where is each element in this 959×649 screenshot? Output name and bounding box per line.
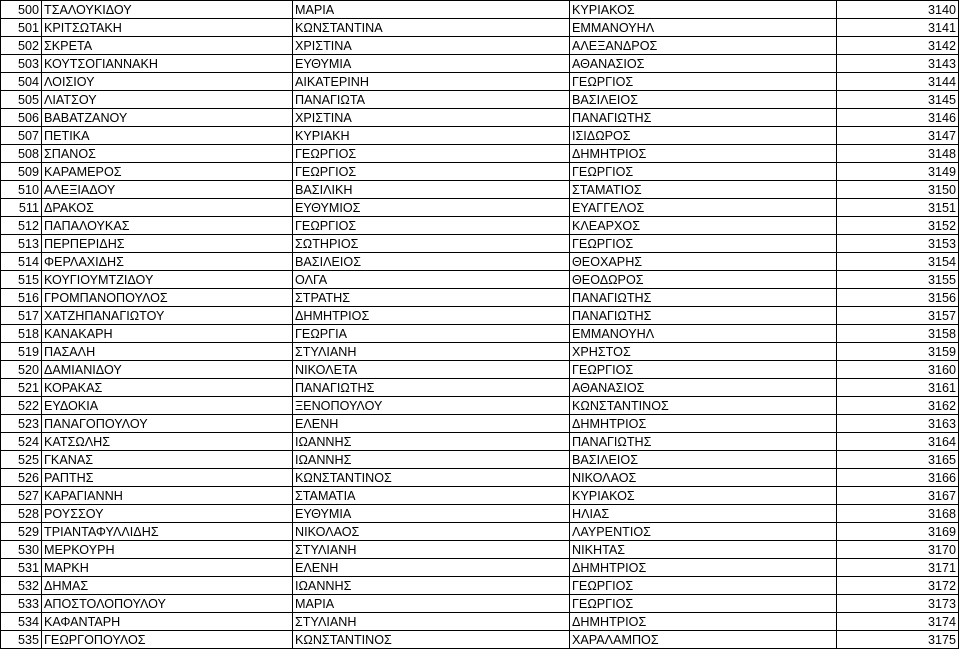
row-number-cell: 526 xyxy=(1,469,42,487)
code-cell: 3154 xyxy=(837,253,959,271)
row-number-cell: 534 xyxy=(1,613,42,631)
surname-cell: ΡΟΥΣΣΟΥ xyxy=(42,505,293,523)
surname-cell: ΠΑΝΑΓΟΠΟΥΛΟΥ xyxy=(42,415,293,433)
table-row xyxy=(1,307,959,325)
father-name-cell: ΚΥΡΙΑΚΟΣ xyxy=(570,487,837,505)
code-cell: 3157 xyxy=(837,307,959,325)
first-name-cell: ΕΛΕΝΗ xyxy=(293,415,570,433)
row-number-cell: 533 xyxy=(1,595,42,613)
code-cell: 3165 xyxy=(837,451,959,469)
surname-cell: ΠΕΤΙΚΑ xyxy=(42,127,293,145)
first-name-cell: ΧΡΙΣΤΙΝΑ xyxy=(293,109,570,127)
surname-cell: ΦΕΡΛΑΧΙΔΗΣ xyxy=(42,253,293,271)
surname-cell: ΒΑΒΑΤΖΑΝΟΥ xyxy=(42,109,293,127)
surname-cell: ΛΟΙΣΙΟΥ xyxy=(42,73,293,91)
code-cell: 3170 xyxy=(837,541,959,559)
first-name-cell: ΕΥΘΥΜΙΑ xyxy=(293,505,570,523)
table-row xyxy=(1,613,959,631)
table-row xyxy=(1,181,959,199)
father-name-cell: ΑΘΑΝΑΣΙΟΣ xyxy=(570,379,837,397)
surname-cell: ΔΗΜΑΣ xyxy=(42,577,293,595)
father-name-cell: ΣΤΑΜΑΤΙΟΣ xyxy=(570,181,837,199)
father-name-cell: ΓΕΩΡΓΙΟΣ xyxy=(570,73,837,91)
table-row xyxy=(1,253,959,271)
table-row xyxy=(1,55,959,73)
table-body xyxy=(1,1,959,649)
table-row xyxy=(1,163,959,181)
row-number-cell: 531 xyxy=(1,559,42,577)
row-number-cell: 516 xyxy=(1,289,42,307)
father-name-cell: ΓΕΩΡΓΙΟΣ xyxy=(570,361,837,379)
code-cell: 3162 xyxy=(837,397,959,415)
first-name-cell: ΚΩΝΣΤΑΝΤΙΝΟΣ xyxy=(293,469,570,487)
first-name-cell: ΑΙΚΑΤΕΡΙΝΗ xyxy=(293,73,570,91)
first-name-cell: ΓΕΩΡΓΙΟΣ xyxy=(293,163,570,181)
surname-cell: ΓΚΑΝΑΣ xyxy=(42,451,293,469)
father-name-cell: ΑΛΕΞΑΝΔΡΟΣ xyxy=(570,37,837,55)
code-cell: 3173 xyxy=(837,595,959,613)
first-name-cell: ΓΕΩΡΓΙΑ xyxy=(293,325,570,343)
row-number-cell: 528 xyxy=(1,505,42,523)
row-number-cell: 523 xyxy=(1,415,42,433)
surname-cell: ΚΟΥΤΣΟΓΙΑΝΝΑΚΗ xyxy=(42,55,293,73)
code-cell: 3168 xyxy=(837,505,959,523)
table-row xyxy=(1,91,959,109)
row-number-cell: 503 xyxy=(1,55,42,73)
code-cell: 3144 xyxy=(837,73,959,91)
code-cell: 3149 xyxy=(837,163,959,181)
father-name-cell: ΚΩΝΣΤΑΝΤΙΝΟΣ xyxy=(570,397,837,415)
first-name-cell: ΒΑΣΙΛΕΙΟΣ xyxy=(293,253,570,271)
code-cell: 3151 xyxy=(837,199,959,217)
table-row xyxy=(1,217,959,235)
father-name-cell: ΝΙΚΗΤΑΣ xyxy=(570,541,837,559)
surname-cell: ΚΑΡΑΓΙΑΝΝΗ xyxy=(42,487,293,505)
father-name-cell: ΓΕΩΡΓΙΟΣ xyxy=(570,595,837,613)
surname-cell: ΕΥΔΟΚΙΑ xyxy=(42,397,293,415)
code-cell: 3140 xyxy=(837,1,959,19)
table-row xyxy=(1,379,959,397)
first-name-cell: ΣΤΥΛΙΑΝΗ xyxy=(293,343,570,361)
first-name-cell: ΚΥΡΙΑΚΗ xyxy=(293,127,570,145)
first-name-cell: ΜΑΡΙΑ xyxy=(293,595,570,613)
first-name-cell: ΣΤΥΛΙΑΝΗ xyxy=(293,541,570,559)
table-row xyxy=(1,523,959,541)
code-cell: 3145 xyxy=(837,91,959,109)
first-name-cell: ΒΑΣΙΛΙΚΗ xyxy=(293,181,570,199)
first-name-cell: ΣΤΥΛΙΑΝΗ xyxy=(293,613,570,631)
father-name-cell: ΓΕΩΡΓΙΟΣ xyxy=(570,577,837,595)
first-name-cell: ΔΗΜΗΤΡΙΟΣ xyxy=(293,307,570,325)
father-name-cell: ΕΜΜΑΝΟΥΗΛ xyxy=(570,325,837,343)
table-row xyxy=(1,1,959,19)
row-number-cell: 519 xyxy=(1,343,42,361)
first-name-cell: ΕΥΘΥΜΙΑ xyxy=(293,55,570,73)
first-name-cell: ΕΥΘΥΜΙΟΣ xyxy=(293,199,570,217)
row-number-cell: 508 xyxy=(1,145,42,163)
first-name-cell: ΓΕΩΡΓΙΟΣ xyxy=(293,145,570,163)
first-name-cell: ΧΡΙΣΤΙΝΑ xyxy=(293,37,570,55)
table-row xyxy=(1,271,959,289)
row-number-cell: 510 xyxy=(1,181,42,199)
father-name-cell: ΔΗΜΗΤΡΙΟΣ xyxy=(570,415,837,433)
father-name-cell: ΧΑΡΑΛΑΜΠΟΣ xyxy=(570,631,837,649)
first-name-cell: ΕΛΕΝΗ xyxy=(293,559,570,577)
table-row xyxy=(1,469,959,487)
table-row xyxy=(1,73,959,91)
father-name-cell: ΛΑΥΡΕΝΤΙΟΣ xyxy=(570,523,837,541)
surname-cell: ΛΙΑΤΣΟΥ xyxy=(42,91,293,109)
surname-cell: ΠΑΠΑΛΟΥΚΑΣ xyxy=(42,217,293,235)
surname-cell: ΑΠΟΣΤΟΛΟΠΟΥΛΟΥ xyxy=(42,595,293,613)
father-name-cell: ΗΛΙΑΣ xyxy=(570,505,837,523)
first-name-cell: ΟΛΓΑ xyxy=(293,271,570,289)
father-name-cell: ΕΜΜΑΝΟΥΗΛ xyxy=(570,19,837,37)
father-name-cell: ΔΗΜΗΤΡΙΟΣ xyxy=(570,613,837,631)
first-name-cell: ΜΑΡΙΑ xyxy=(293,1,570,19)
row-number-cell: 513 xyxy=(1,235,42,253)
code-cell: 3160 xyxy=(837,361,959,379)
father-name-cell: ΒΑΣΙΛΕΙΟΣ xyxy=(570,451,837,469)
table-row xyxy=(1,595,959,613)
father-name-cell: ΘΕΟΧΑΡΗΣ xyxy=(570,253,837,271)
father-name-cell: ΚΥΡΙΑΚΟΣ xyxy=(570,1,837,19)
code-cell: 3166 xyxy=(837,469,959,487)
row-number-cell: 512 xyxy=(1,217,42,235)
row-number-cell: 506 xyxy=(1,109,42,127)
first-name-cell: ΠΑΝΑΓΙΩΤΑ xyxy=(293,91,570,109)
code-cell: 3158 xyxy=(837,325,959,343)
table-row xyxy=(1,343,959,361)
surname-cell: ΣΚΡΕΤΑ xyxy=(42,37,293,55)
surname-cell: ΚΑΦΑΝΤΑΡΗ xyxy=(42,613,293,631)
code-cell: 3167 xyxy=(837,487,959,505)
code-cell: 3169 xyxy=(837,523,959,541)
code-cell: 3159 xyxy=(837,343,959,361)
surname-cell: ΤΡΙΑΝΤΑΦΥΛΛΙΔΗΣ xyxy=(42,523,293,541)
father-name-cell: ΧΡΗΣΤΟΣ xyxy=(570,343,837,361)
row-number-cell: 520 xyxy=(1,361,42,379)
row-number-cell: 532 xyxy=(1,577,42,595)
table-row xyxy=(1,145,959,163)
row-number-cell: 502 xyxy=(1,37,42,55)
table-row xyxy=(1,127,959,145)
father-name-cell: ΠΑΝΑΓΙΩΤΗΣ xyxy=(570,307,837,325)
table-row xyxy=(1,631,959,649)
code-cell: 3141 xyxy=(837,19,959,37)
father-name-cell: ΚΛΕΑΡΧΟΣ xyxy=(570,217,837,235)
surname-cell: ΡΑΠΤΗΣ xyxy=(42,469,293,487)
row-number-cell: 530 xyxy=(1,541,42,559)
row-number-cell: 525 xyxy=(1,451,42,469)
first-name-cell: ΣΩΤΗΡΙΟΣ xyxy=(293,235,570,253)
table-row xyxy=(1,361,959,379)
code-cell: 3150 xyxy=(837,181,959,199)
row-number-cell: 535 xyxy=(1,631,42,649)
table-row xyxy=(1,325,959,343)
code-cell: 3142 xyxy=(837,37,959,55)
surname-cell: ΚΑΝΑΚΑΡΗ xyxy=(42,325,293,343)
row-number-cell: 504 xyxy=(1,73,42,91)
table-row xyxy=(1,505,959,523)
row-number-cell: 518 xyxy=(1,325,42,343)
row-number-cell: 527 xyxy=(1,487,42,505)
surname-cell: ΚΟΡΑΚΑΣ xyxy=(42,379,293,397)
father-name-cell: ΠΑΝΑΓΙΩΤΗΣ xyxy=(570,109,837,127)
table-row xyxy=(1,235,959,253)
first-name-cell: ΝΙΚΟΛΑΟΣ xyxy=(293,523,570,541)
first-name-cell: ΠΑΝΑΓΙΩΤΗΣ xyxy=(293,379,570,397)
surname-cell: ΠΕΡΠΕΡΙΔΗΣ xyxy=(42,235,293,253)
father-name-cell: ΝΙΚΟΛΑΟΣ xyxy=(570,469,837,487)
table-row xyxy=(1,19,959,37)
father-name-cell: ΔΗΜΗΤΡΙΟΣ xyxy=(570,559,837,577)
father-name-cell: ΙΣΙΔΩΡΟΣ xyxy=(570,127,837,145)
table-row xyxy=(1,415,959,433)
row-number-cell: 507 xyxy=(1,127,42,145)
table-row xyxy=(1,577,959,595)
table-row xyxy=(1,289,959,307)
surname-cell: ΔΑΜΙΑΝΙΔΟΥ xyxy=(42,361,293,379)
table-row xyxy=(1,199,959,217)
surname-cell: ΓΕΩΡΓΟΠΟΥΛΟΣ xyxy=(42,631,293,649)
table-row xyxy=(1,109,959,127)
first-name-cell: ΣΤΑΜΑΤΙΑ xyxy=(293,487,570,505)
row-number-cell: 514 xyxy=(1,253,42,271)
surname-cell: ΚΑΡΑΜΕΡΟΣ xyxy=(42,163,293,181)
code-cell: 3174 xyxy=(837,613,959,631)
surname-cell: ΜΕΡΚΟΥΡΗ xyxy=(42,541,293,559)
code-cell: 3146 xyxy=(837,109,959,127)
surname-cell: ΔΡΑΚΟΣ xyxy=(42,199,293,217)
father-name-cell: ΑΘΑΝΑΣΙΟΣ xyxy=(570,55,837,73)
father-name-cell: ΔΗΜΗΤΡΙΟΣ xyxy=(570,145,837,163)
code-cell: 3143 xyxy=(837,55,959,73)
code-cell: 3164 xyxy=(837,433,959,451)
table-row xyxy=(1,433,959,451)
surname-cell: ΑΛΕΞΙΑΔΟΥ xyxy=(42,181,293,199)
first-name-cell: ΝΙΚΟΛΕΤΑ xyxy=(293,361,570,379)
surname-cell: ΣΠΑΝΟΣ xyxy=(42,145,293,163)
row-number-cell: 515 xyxy=(1,271,42,289)
first-name-cell: ΓΕΩΡΓΙΟΣ xyxy=(293,217,570,235)
first-name-cell: ΚΩΝΣΤΑΝΤΙΝΑ xyxy=(293,19,570,37)
table-row xyxy=(1,37,959,55)
code-cell: 3155 xyxy=(837,271,959,289)
row-number-cell: 511 xyxy=(1,199,42,217)
first-name-cell: ΙΩΑΝΝΗΣ xyxy=(293,433,570,451)
father-name-cell: ΒΑΣΙΛΕΙΟΣ xyxy=(570,91,837,109)
code-cell: 3156 xyxy=(837,289,959,307)
row-number-cell: 509 xyxy=(1,163,42,181)
table-row xyxy=(1,487,959,505)
first-name-cell: ΙΩΑΝΝΗΣ xyxy=(293,577,570,595)
row-number-cell: 529 xyxy=(1,523,42,541)
code-cell: 3148 xyxy=(837,145,959,163)
surname-cell: ΤΣΑΛΟΥΚΙΔΟΥ xyxy=(42,1,293,19)
first-name-cell: ΙΩΑΝΝΗΣ xyxy=(293,451,570,469)
father-name-cell: ΠΑΝΑΓΙΩΤΗΣ xyxy=(570,289,837,307)
father-name-cell: ΓΕΩΡΓΙΟΣ xyxy=(570,235,837,253)
father-name-cell: ΠΑΝΑΓΙΩΤΗΣ xyxy=(570,433,837,451)
code-cell: 3172 xyxy=(837,577,959,595)
code-cell: 3147 xyxy=(837,127,959,145)
father-name-cell: ΘΕΟΔΩΡΟΣ xyxy=(570,271,837,289)
row-number-cell: 501 xyxy=(1,19,42,37)
code-cell: 3171 xyxy=(837,559,959,577)
row-number-cell: 500 xyxy=(1,1,42,19)
surname-cell: ΚΟΥΓΙΟΥΜΤΖΙΔΟΥ xyxy=(42,271,293,289)
father-name-cell: ΕΥΑΓΓΕΛΟΣ xyxy=(570,199,837,217)
code-cell: 3153 xyxy=(837,235,959,253)
father-name-cell: ΓΕΩΡΓΙΟΣ xyxy=(570,163,837,181)
code-cell: 3175 xyxy=(837,631,959,649)
surname-cell: ΓΡΟΜΠΑΝΟΠΟΥΛΟΣ xyxy=(42,289,293,307)
code-cell: 3163 xyxy=(837,415,959,433)
surname-cell: ΚΡΙΤΣΩΤΑΚΗ xyxy=(42,19,293,37)
first-name-cell: ΚΩΝΣΤΑΝΤΙΝΟΣ xyxy=(293,631,570,649)
table-row xyxy=(1,559,959,577)
row-number-cell: 521 xyxy=(1,379,42,397)
surname-cell: ΧΑΤΖΗΠΑΝΑΓΙΩΤΟΥ xyxy=(42,307,293,325)
table-row xyxy=(1,397,959,415)
code-cell: 3152 xyxy=(837,217,959,235)
first-name-cell: ΣΤΡΑΤΗΣ xyxy=(293,289,570,307)
row-number-cell: 505 xyxy=(1,91,42,109)
code-cell: 3161 xyxy=(837,379,959,397)
surname-cell: ΠΑΣΑΛΗ xyxy=(42,343,293,361)
row-number-cell: 522 xyxy=(1,397,42,415)
surname-cell: ΜΑΡΚΗ xyxy=(42,559,293,577)
row-number-cell: 524 xyxy=(1,433,42,451)
table-row xyxy=(1,541,959,559)
first-name-cell: ΞΕΝΟΠΟΥΛΟΥ xyxy=(293,397,570,415)
table-row xyxy=(1,451,959,469)
row-number-cell: 517 xyxy=(1,307,42,325)
surname-cell: ΚΑΤΣΩΛΗΣ xyxy=(42,433,293,451)
